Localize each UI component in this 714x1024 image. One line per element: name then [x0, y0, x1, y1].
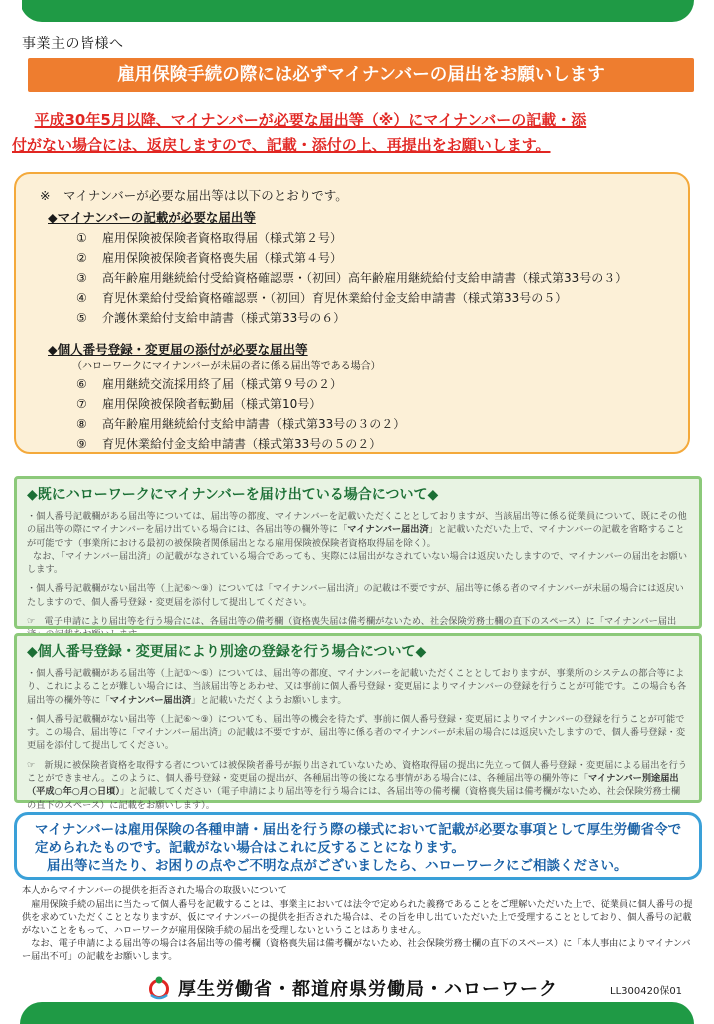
item-number: ①	[76, 231, 87, 245]
required-doc-item	[76, 394, 674, 414]
required-doc-item	[76, 248, 674, 268]
notice-box	[14, 812, 702, 880]
lead-warning	[12, 108, 702, 158]
lead-line-1: 平成30年5月以降、マイナンバーが必要な届出等（※）にマイナンバーの記載・添	[34, 111, 587, 129]
separate-registration-box	[14, 633, 702, 811]
required-doc-item	[76, 414, 674, 434]
top-green-band	[20, 0, 694, 22]
refusal-section	[22, 884, 698, 963]
item-number: ④	[76, 291, 87, 305]
already-submitted-p3: ☞ 電子申請により届出等を行う場合には、各届出等の備考欄（資格喪失届は備考欄がないため、社会保険労務士欄の直下のスペース）に「マイナンバー届出	[27, 616, 677, 628]
refusal-p1: 雇用保険手続の届出に当たって個人番号を記載することは、事業主においては法令で定められた義務であることをご理解いただいた上で、従業員に個人番号の提供を求めていただくこととなりますが、仮にマイナンバーの提供を拒否された場合は、その旨を申し出ていただいた上で受理することとしており、個人番号の記載がないことをもって、ハローワークが雇用保険手続の届出を受理しないということはありません。	[22, 899, 693, 936]
lead-line-2: 付がない場合には、返戻しますので、記載・添付の上、再提出をお願いします。	[12, 136, 551, 154]
section1-list	[40, 228, 674, 328]
separate-registration-title: ◆個人番号登録・変更届により別途の登録を行う場合について◆	[27, 644, 427, 660]
already-submitted-title: ◆既にハローワークにマイナンバーを届け出ている場合について◆	[27, 487, 439, 503]
item-text: 雇用保険被保険者資格取得届（様式第２号）	[102, 231, 343, 245]
item-text: 雇用保険被保険者資格喪失届（様式第４号）	[102, 251, 343, 265]
required-doc-item	[76, 268, 674, 288]
separate-registration-p2: ・個人番号記載欄がない届出等（上記⑥〜⑨）についても、届出等の機会を待たず、事前に個人番号登録・変更届によりマイナンバーの登録を行うことが可能です。この場合、届出等に「マイナンバー届出済」の記載は不要ですが、届出等に係る者のマイナンバーが未届の場合には返戻いたしますので、個人番号登録・変更届を添付して提出してください。	[27, 713, 686, 752]
item-number: ⑧	[76, 417, 87, 431]
document-code: LL300420保01	[610, 986, 683, 997]
separate-registration-p1: ・個人番号記載欄がある届出等（上記①〜⑤）については、届出等の都度、マイナンバーを記載いただくこととしておりますが、事業所のシステムの都合等により、これによることが難しい場合には、当該届出等とあわせ、又は事前に個人番号登録・変更届によりマイナンバーの登録を行うことが可能です。この場合も各届出等の欄外等に「マイナンバー届出済」と記載いただくようお願いします。	[27, 668, 687, 706]
page-title-banner: 雇用保険手続の際には必ずマイナンバーの届出をお願いします	[28, 58, 694, 92]
section2-list	[40, 374, 674, 454]
item-number: ③	[76, 271, 87, 285]
top-decorative-bar	[0, 0, 714, 30]
refusal-p2: なお、電子申請による届出等の場合は各届出等の備考欄（資格喪失届は備考欄がないため、社会保険労務士欄の直下のスペース）に「本人事由によりマイナンバー届出不可」の記載をお願いします。	[22, 938, 691, 962]
item-text: 雇用継続交流採用終了届（様式第９号の２）	[102, 377, 343, 391]
item-text: 高年齢雇用継続給付受給資格確認票・（初回）高年齢雇用継続給付支給申請書（様式第33号の３）	[102, 271, 628, 285]
item-text: 育児休業給付受給資格確認票・（初回）育児休業給付金支給申請書（様式第33号の５）	[102, 291, 568, 305]
section1-title: ◆マイナンバーの記載が必要な届出等	[48, 210, 256, 225]
item-number: ⑥	[76, 377, 87, 391]
separate-registration-p3: ☞ 新規に被保険者資格を取得する者については被保険者番号が振り出されていないため、資格取得届の提出に先立って個人番号登録・変更届による届出を行うことができません。このように、個人番号登録・変更届の提出が、各種届出等の後になる事情がある場合には、各種届出等の欄外等に「マイナンバー別途届出（平成○年○月○日頃）」と記載してください（電子申請により届出等を行う場合には、各届出等の備考欄（資格喪失届は備考欄がないため、社会保険労務士欄の直下のスペース）に記載をお願いします）。	[27, 759, 687, 811]
bottom-decorative-bar	[0, 998, 714, 1024]
item-number: ⑤	[76, 311, 87, 325]
item-number: ②	[76, 251, 87, 265]
refusal-title: 本人からマイナンバーの提供を拒否された場合の取扱いについて	[22, 885, 287, 896]
required-doc-item	[76, 374, 674, 394]
section2-note: （ハローワークにマイナンバーが未届の者に係る届出等である場合）	[72, 361, 381, 372]
item-number: ⑨	[76, 437, 87, 451]
audience-label: 事業主の皆様へ	[22, 36, 124, 52]
item-number: ⑦	[76, 397, 87, 411]
section2-title: ◆個人番号登録・変更届の添付が必要な届出等	[48, 342, 308, 357]
item-text: 高年齢雇用継続給付支給申請書（様式第33号の３の２）	[102, 417, 406, 431]
required-documents-box	[14, 172, 690, 454]
footer-org-name: 厚生労働省・都道府県労働局・ハローワーク	[178, 979, 558, 1000]
required-doc-item	[76, 228, 674, 248]
item-text: 雇用保険被保険者転勤届（様式第10号）	[102, 397, 322, 411]
already-submitted-p1: ・個人番号記載欄がある届出等については、届出等の都度、マイナンバーを記載いただくこととしておりますが、当該届出等に係る従業員について、既にその他の届出等の際にマイナンバーを届け出ている場合には、各届出等の欄外等に「マイナンバー届出済」と記載いただいた上で、マイナンバーの記載を省略することが可能です（事業所における最初の被保険者関係届出となる雇用保険被保険者資格取得届を除く）。 なお、「マイナンバー届出済」の記載がなされている場合であっても、実際には届出がなされていない場合は返戻いたしますので、マイナンバーの届出をお願いします。	[27, 511, 688, 576]
already-submitted-p2: ・個人番号記載欄がない届出等（上記⑥〜⑨）については「マイナンバー届出済」の記載は不要ですが、届出等に係る者のマイナンバーが未届の場合には返戻いたしますので、個人番号登録・変更届を添付して提出してください。	[27, 583, 684, 608]
notice-line-2: 届出等に当たり、お困りの点やご不明な点がございましたら、ハローワークにご相談ください。	[47, 858, 628, 874]
required-intro: ※ マイナンバーが必要な届出等は以下のとおりです。	[40, 188, 348, 203]
required-doc-item	[76, 434, 674, 454]
required-doc-item	[76, 308, 674, 328]
required-doc-item	[76, 288, 674, 308]
notice-line-1: マイナンバーは雇用保険の各種申請・届出を行う際の様式において記載が必要な事項として厚生労働省令で定められたものです。記載がない場合はこれに反することになります。	[35, 822, 682, 856]
bottom-green-band	[20, 1002, 694, 1024]
already-submitted-box	[14, 476, 702, 629]
item-text: 育児休業給付金支給申請書（様式第33号の５の２）	[102, 437, 382, 451]
item-text: 介護休業給付支給申請書（様式第33号の６）	[102, 311, 346, 325]
